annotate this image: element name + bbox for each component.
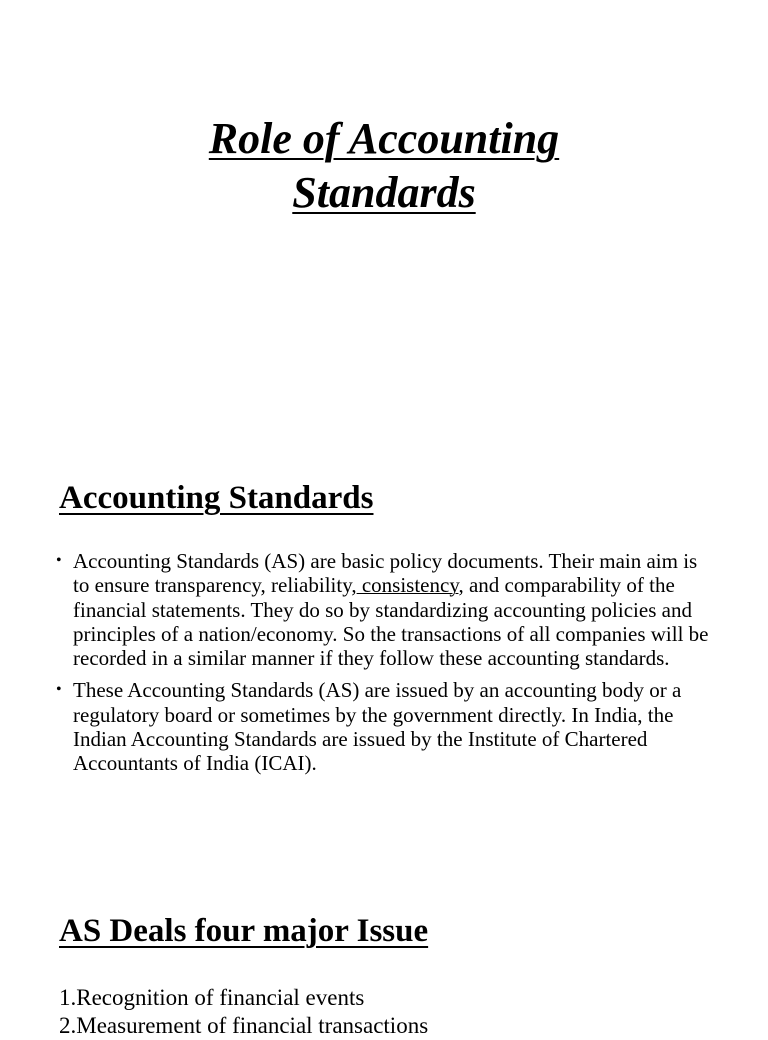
bullet-item-2 [56, 678, 716, 775]
bullet-icon: • [56, 681, 62, 699]
slide-title-line-2: Standards [292, 168, 476, 217]
bullet-1-text-start: Accounting Standards (AS) are basic policy documents. Their main aim is to ensure transparency, reliability, [73, 549, 698, 598]
consistency-link[interactable]: consistency [356, 573, 459, 598]
accounting-standards-bullet-list [56, 549, 716, 784]
as-issues-list [59, 984, 428, 1040]
bullet-2-text: These Accounting Standards (AS) are issued by an accounting body or a regulatory board or sometimes by the government directly. In India, the Indian Accounting Standards are issued by the Institute of Chartered Accountants of India (ICAI). [73, 678, 682, 776]
issue-item-1: 1.Recognition of financial events [59, 985, 365, 1010]
bullet-icon: • [56, 552, 62, 569]
bullet-item-1 [56, 549, 716, 670]
issue-item-2: 2.Measurement of financial transactions [59, 1013, 429, 1038]
bullet-1-text-end: , and comparability of the financial statements. They do so by standardizing accounting policies and principles of a nation/economy. So the transactions of all companies will be recorded in a similar manner if they follow these accounting standards. [73, 573, 709, 671]
as-issues-heading: AS Deals four major Issue [59, 913, 429, 949]
slide-title [0, 112, 768, 220]
slide-title-line-1: Role of Accounting [208, 114, 560, 163]
accounting-standards-heading: Accounting Standards [59, 480, 374, 516]
